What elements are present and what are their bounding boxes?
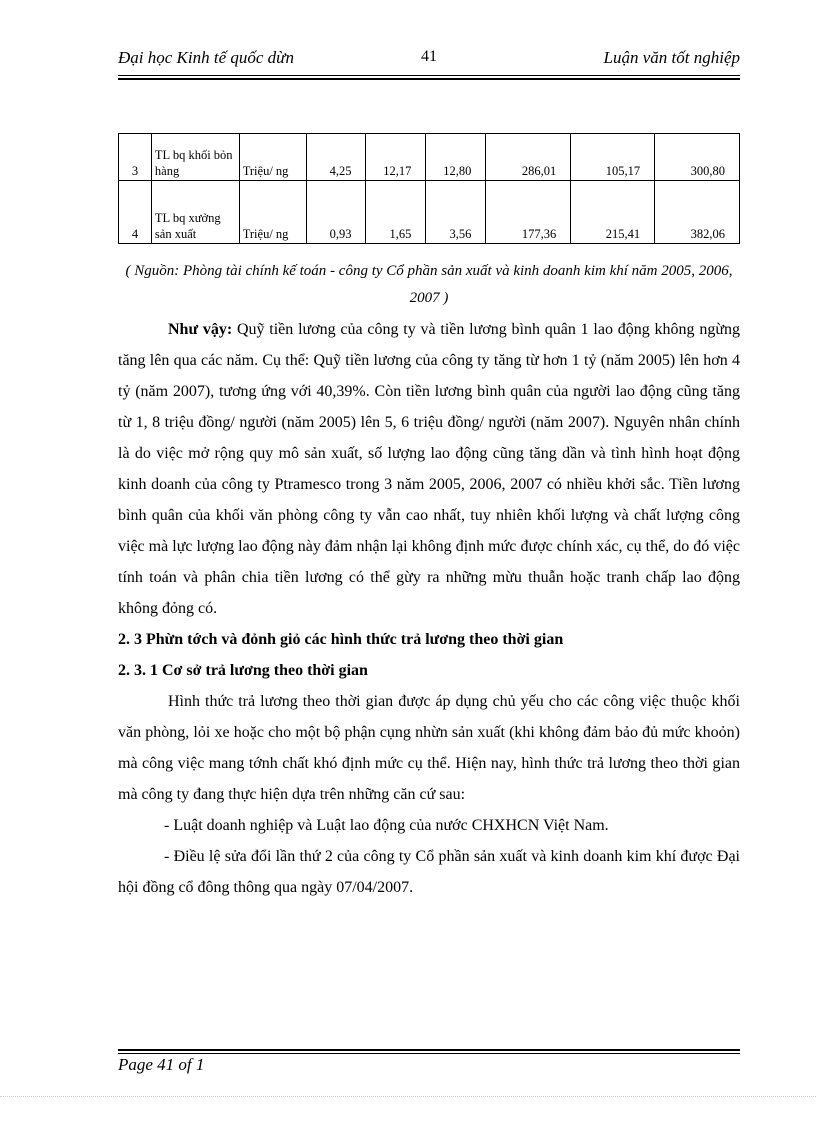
table-cell-value: 105,17 (571, 134, 655, 181)
table-cell-stt: 4 (119, 181, 152, 244)
document-body (118, 314, 740, 903)
header-divider (118, 75, 740, 76)
table-row (119, 134, 740, 181)
table-cell-value: 382,06 (655, 181, 740, 244)
table-cell-value: 215,41 (571, 181, 655, 244)
bullet-item: - Luật doanh nghiệp và Luật lao động của nước CHXHCN Việt Nam. (164, 817, 609, 834)
page-edge-dotted-line (0, 1096, 816, 1097)
table-cell-unit: Triệu/ ng (239, 134, 306, 181)
table-cell-value: 300,80 (655, 134, 740, 181)
footer-divider-thick (118, 1049, 740, 1051)
table-cell-value: 3,56 (426, 181, 486, 244)
table-cell-value: 0,93 (306, 181, 366, 244)
header-page-number: 41 (421, 48, 437, 65)
paragraph-time-wage: Hình thức trả lương theo thời gian được áp dụng chủ yếu cho các công việc thuộc khối văn phòng, lỏi xe hoặc cho một bộ phận cụng nhừn sản xuất (khi không đảm bảo đủ mức khoỏn) mà công việc mang tớnh chất khó định mức cụ thể. Hiện nay, hình thức trả lương theo thời gian mà công ty đang thực hiện dựa trên những căn cứ sau: (118, 693, 740, 803)
page-footer: Page 41 of 1 (118, 1055, 205, 1074)
table-row (119, 181, 740, 244)
table-cell-value: 12,80 (426, 134, 486, 181)
header-right-text: Luận văn tốt nghiệp (603, 48, 740, 67)
section-heading: 2. 3 Phừn tớch và đỏnh giỏ các hình thức trả lương theo thời gian (118, 631, 564, 648)
table-cell-value: 12,17 (366, 134, 426, 181)
paragraph-lead: Như vậy: (168, 321, 233, 338)
table-cell-unit: Triệu/ ng (239, 181, 306, 244)
table-cell-value: 177,36 (486, 181, 571, 244)
table-cell-name: TL bq xưởng sản xuất (151, 181, 239, 244)
header-divider-thick (118, 78, 740, 80)
footer-divider (118, 1053, 740, 1054)
bullet-item: - Điều lệ sửa đổi lần thứ 2 của công ty Cổ phần sản xuất và kinh doanh kim khí được Đại hội đồng cổ đông thông qua ngày 07/04/2007. (118, 848, 740, 896)
paragraph-text: Quỹ tiền lương của công ty và tiền lương bình quân 1 lao động không ngừng tăng lên qua các năm. Cụ thể: Quỹ tiền lương của công ty tăng từ hơn 1 tỷ (năm 2005) lên hơn 4 tỷ (năm 2007), tương ứng với 40,39%. Còn tiền lương bình quân của người lao động cũng tăng từ 1, 8 triệu đồng/ người (năm 2005) lên 5, 6 triệu đồng/ người (năm 2007). Nguyên nhân chính là do việc mở rộng quy mô sản xuất, số lượng lao động cũng tăng dần và tình hình hoạt động kinh doanh của công ty Ptramesco trong 3 năm 2005, 2006, 2007 có nhiều khởi sắc. Tiền lương bình quân của khối văn phòng công ty vẫn cao nhất, tuy nhiên khối lượng và chất lượng công việc mà lực lượng lao động này đảm nhận lại không định mức được chính xác, cụ thể, do đó việc tính toán và phân chia tiền lương có thể gừy ra những mừu thuẫn hoặc tranh chấp lao động không đỏng có. (118, 321, 740, 617)
source-note: ( Nguồn: Phòng tài chính kế toán - công ty Cổ phần sản xuất và kinh doanh kim khí năm 2005, 2006, 2007 ) (125, 263, 733, 306)
page-header (118, 48, 740, 74)
subsection-heading: 2. 3. 1 Cơ sở trả lương theo thời gian (118, 662, 368, 679)
table-cell-name: TL bq khối bỏn hàng (151, 134, 239, 181)
table-cell-value: 4,25 (306, 134, 366, 181)
header-left-text: Đại học Kinh tế quốc dừn (118, 48, 294, 67)
table-cell-value: 286,01 (486, 134, 571, 181)
table-cell-stt: 3 (119, 134, 152, 181)
table-cell-value: 1,65 (366, 181, 426, 244)
paragraph-summary (118, 314, 740, 624)
salary-table (118, 133, 740, 244)
